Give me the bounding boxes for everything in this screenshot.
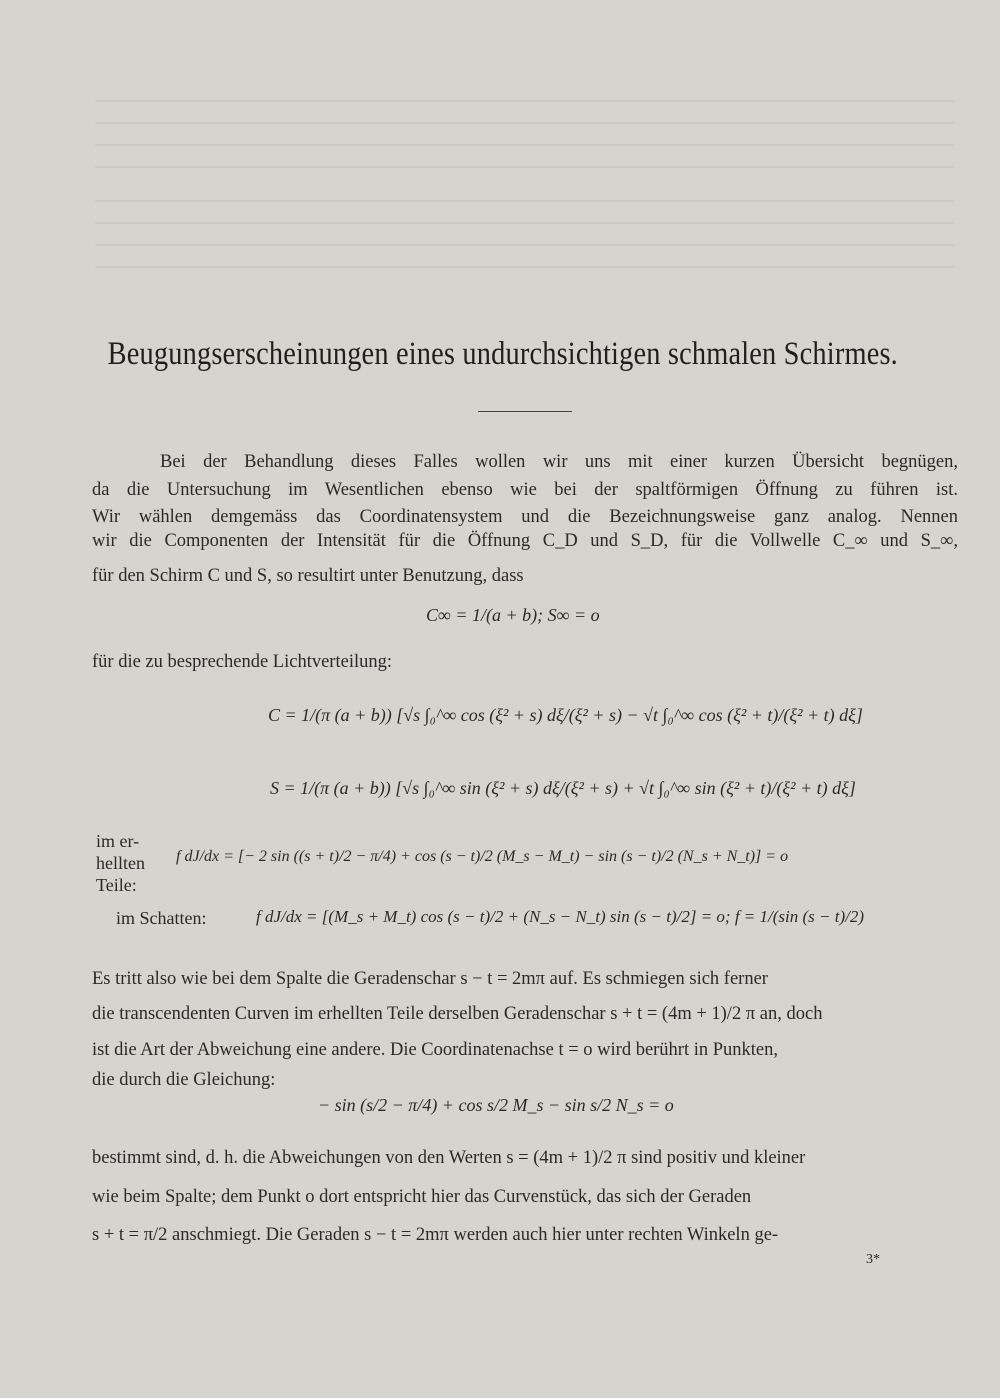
text-line: Bei der Behandlung dieses Falles wollen wir uns mit einer kurzen Übersicht begnügen, (160, 452, 958, 472)
equation-hellten: f dJ/dx = [− 2 sin ((s + t)/2 − π/4) + cos (s − t)/2 (M_s − M_t) − sin (s − t)/2 (N_s + N_t)] = o (176, 848, 789, 865)
text-line: bestimmt sind, d. h. die Abweichungen von den Werten s = (4m + 1)/2 π sind positiv und kleiner (92, 1148, 806, 1168)
text-line: für die zu besprechende Lichtverteilung: (92, 652, 392, 672)
text-line: wir die Componenten der Intensität für die Öffnung C_D und S_D, für die Vollwelle C_∞ und S_∞, (92, 531, 958, 551)
label-hellten (96, 830, 145, 896)
text-line: Es tritt also wie bei dem Spalte die Geradenschar s − t = 2mπ auf. Es schmiegen sich ferner (92, 969, 768, 989)
equation-s: S = 1/(π (a + b)) [√s ∫₀^∞ sin (ξ² + s) dξ/(ξ² + s) + √t ∫₀^∞ sin (ξ² + t)/(ξ² + t) dξ] (270, 778, 856, 798)
equation-c: C = 1/(π (a + b)) [√s ∫₀^∞ cos (ξ² + s) dξ/(ξ² + s) − √t ∫₀^∞ cos (ξ² + t)/(ξ² + t) dξ] (268, 705, 863, 725)
equation-schatten: f dJ/dx = [(M_s + M_t) cos (s − t)/2 + (N_s − N_t) sin (s − t)/2] = o; f = 1/(sin (s − t)/2) (256, 907, 865, 926)
text-line: die durch die Gleichung: (92, 1070, 276, 1090)
page-title: Beugungserscheinungen eines undurchsichtigen schmalen Schirmes. (107, 336, 898, 372)
bleed-through (95, 100, 955, 180)
text-line: ist die Art der Abweichung eine andere. Die Coordinatenachse t = o wird berührt in Punkten, (92, 1040, 779, 1060)
equation-gleichung: − sin (s/2 − π/4) + cos s/2 M_s − sin s/2 N_s = o (318, 1095, 674, 1115)
bleed-through (95, 200, 955, 280)
text-line: wie beim Spalte; dem Punkt o dort entspricht hier das Curvenstück, das sich der Geraden (92, 1187, 752, 1207)
equation-c-infinity: C∞ = 1/(a + b); S∞ = o (426, 605, 600, 625)
title-rule (478, 411, 572, 412)
text-line: s + t = π/2 anschmiegt. Die Geraden s − t = 2mπ werden auch hier unter rechten Winkeln ge- (92, 1225, 779, 1245)
text-line: die transcendenten Curven im erhellten Teile derselben Geradenschar s + t = (4m + 1)/2 π an, doch (92, 1004, 823, 1024)
label-line: im er- (96, 831, 140, 851)
text-line: da die Untersuchung im Wesentlichen ebenso wie bei der spaltförmigen Öffnung zu führen ist. (92, 480, 958, 500)
text-line: für den Schirm C und S, so resultirt unter Benutzung, dass (92, 566, 524, 586)
label-line: Teile: (96, 875, 137, 895)
label-schatten: im Schatten: (116, 908, 207, 928)
label-line: hellten (96, 853, 145, 873)
page-number: 3* (866, 1252, 880, 1267)
text-line: Wir wählen demgemäss das Coordinatensystem und die Bezeichnungsweise ganz analog. Nennen (92, 507, 958, 527)
